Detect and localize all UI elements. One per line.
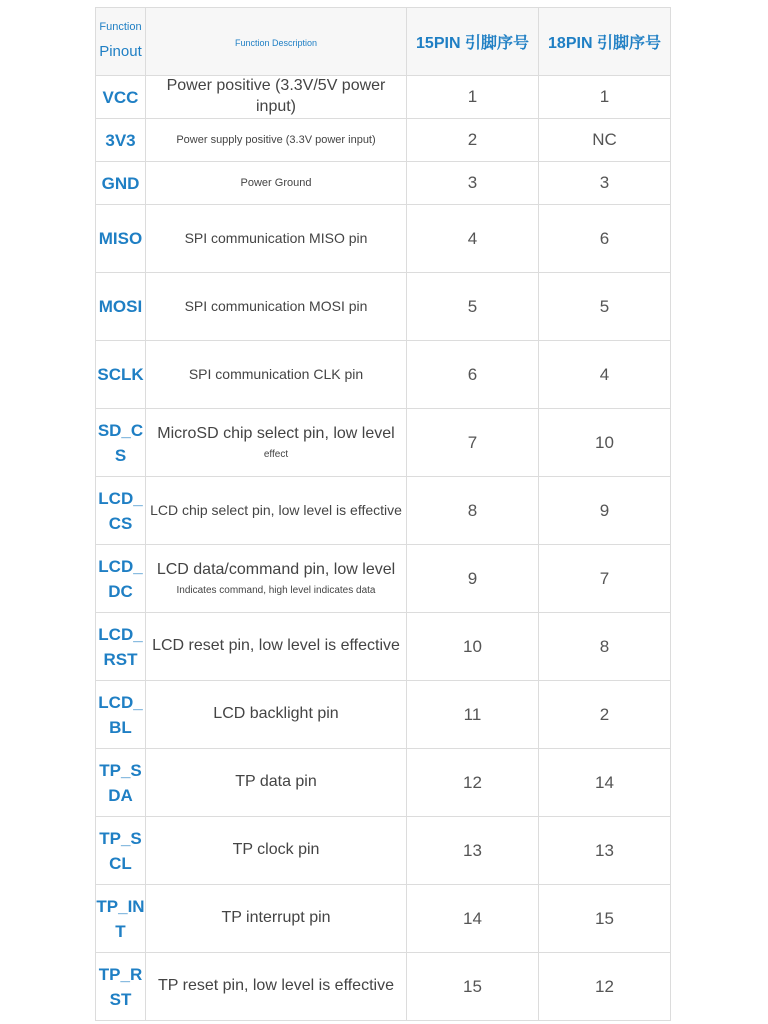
pin-name: SCLK bbox=[96, 341, 146, 409]
header-pinout-line1: Function bbox=[99, 20, 142, 33]
pin-number-18pin: 4 bbox=[539, 341, 671, 409]
pin-name: LCD_DC bbox=[96, 545, 146, 613]
pin-description-text: LCD data/command pin, low level bbox=[156, 560, 396, 578]
pin-description-text: LCD chip select pin, low level is effective bbox=[150, 502, 402, 519]
pin-description-text: TP interrupt pin bbox=[221, 909, 331, 927]
pin-number-18pin: NC bbox=[539, 119, 671, 162]
pin-number-15pin: 5 bbox=[407, 273, 539, 341]
table-row bbox=[96, 953, 671, 1021]
pin-name: TP_SDA bbox=[96, 749, 146, 817]
pin-name: LCD_RST bbox=[96, 613, 146, 681]
header-15pin-label: 15PIN 引脚序号 bbox=[416, 35, 529, 52]
pin-name: LCD_BL bbox=[96, 681, 146, 749]
pin-number-18pin: 6 bbox=[539, 205, 671, 273]
pin-name: TP_RST bbox=[96, 953, 146, 1021]
table-row bbox=[96, 341, 671, 409]
table-row bbox=[96, 409, 671, 477]
pin-description-subtext: Indicates command, high level indicates data bbox=[176, 585, 376, 597]
pin-number-18pin: 1 bbox=[539, 76, 671, 119]
pin-number-15pin: 13 bbox=[407, 817, 539, 885]
table-row bbox=[96, 477, 671, 545]
pin-description bbox=[146, 749, 407, 817]
pin-number-18pin: 8 bbox=[539, 613, 671, 681]
pin-number-18pin: 10 bbox=[539, 409, 671, 477]
pin-name: VCC bbox=[96, 76, 146, 119]
table-row bbox=[96, 681, 671, 749]
pin-description bbox=[146, 205, 407, 273]
pin-description bbox=[146, 162, 407, 205]
pin-description bbox=[146, 76, 407, 119]
pin-number-15pin: 10 bbox=[407, 613, 539, 681]
pin-name: 3V3 bbox=[96, 119, 146, 162]
table-row bbox=[96, 76, 671, 119]
pin-description bbox=[146, 885, 407, 953]
pin-number-15pin: 3 bbox=[407, 162, 539, 205]
pin-number-18pin: 14 bbox=[539, 749, 671, 817]
pin-description-text: LCD reset pin, low level is effective bbox=[152, 637, 400, 655]
pin-number-15pin: 2 bbox=[407, 119, 539, 162]
pin-description-text: TP data pin bbox=[235, 773, 317, 791]
pin-description bbox=[146, 817, 407, 885]
header-description-label: Function Description bbox=[234, 37, 318, 48]
pin-number-15pin: 15 bbox=[407, 953, 539, 1021]
pin-description-text: MicroSD chip select pin, low level bbox=[157, 424, 395, 442]
pin-description-text: LCD backlight pin bbox=[213, 705, 339, 723]
pin-name: GND bbox=[96, 162, 146, 205]
pin-name: TP_SCL bbox=[96, 817, 146, 885]
table-header-row bbox=[96, 8, 671, 76]
pin-number-15pin: 12 bbox=[407, 749, 539, 817]
table-row bbox=[96, 205, 671, 273]
header-18pin-label: 18PIN 引脚序号 bbox=[548, 35, 661, 52]
pin-number-18pin: 7 bbox=[539, 545, 671, 613]
pin-description-text: Power supply positive (3.3V power input) bbox=[176, 133, 376, 146]
pin-number-18pin: 15 bbox=[539, 885, 671, 953]
pin-name: MISO bbox=[96, 205, 146, 273]
pin-number-15pin: 8 bbox=[407, 477, 539, 545]
pin-number-15pin: 14 bbox=[407, 885, 539, 953]
table-row bbox=[96, 119, 671, 162]
pin-description bbox=[146, 613, 407, 681]
pin-number-18pin: 5 bbox=[539, 273, 671, 341]
pin-description bbox=[146, 477, 407, 545]
pin-description-text: SPI communication CLK pin bbox=[188, 366, 364, 383]
pin-description-text: SPI communication MOSI pin bbox=[184, 298, 368, 315]
table-row bbox=[96, 545, 671, 613]
pin-number-15pin: 9 bbox=[407, 545, 539, 613]
header-pinout-line2: Pinout bbox=[99, 42, 142, 60]
pin-number-18pin: 3 bbox=[539, 162, 671, 205]
pin-name: TP_INT bbox=[96, 885, 146, 953]
pin-name: MOSI bbox=[96, 273, 146, 341]
table-row bbox=[96, 273, 671, 341]
pinout-table bbox=[95, 7, 671, 1021]
header-15pin bbox=[407, 8, 539, 76]
pin-name: LCD_CS bbox=[96, 477, 146, 545]
pin-description-text: SPI communication MISO pin bbox=[184, 230, 368, 247]
pin-description bbox=[146, 341, 407, 409]
header-description bbox=[146, 8, 407, 76]
pin-description-text: TP reset pin, low level is effective bbox=[158, 977, 394, 995]
pin-description bbox=[146, 953, 407, 1021]
table-row bbox=[96, 885, 671, 953]
pin-description-text: TP clock pin bbox=[232, 841, 320, 859]
pin-description bbox=[146, 273, 407, 341]
pin-description bbox=[146, 119, 407, 162]
pin-number-18pin: 12 bbox=[539, 953, 671, 1021]
pin-number-15pin: 6 bbox=[407, 341, 539, 409]
pin-description-subtext: effect bbox=[263, 449, 289, 461]
table-row bbox=[96, 749, 671, 817]
table-row bbox=[96, 162, 671, 205]
header-18pin bbox=[539, 8, 671, 76]
pin-description-text: Power positive (3.3V/5V power input) bbox=[166, 77, 386, 115]
pin-number-15pin: 7 bbox=[407, 409, 539, 477]
table-row bbox=[96, 817, 671, 885]
pin-number-15pin: 4 bbox=[407, 205, 539, 273]
pin-description bbox=[146, 545, 407, 613]
pin-description bbox=[146, 681, 407, 749]
pin-number-18pin: 13 bbox=[539, 817, 671, 885]
table-row bbox=[96, 613, 671, 681]
pin-description bbox=[146, 409, 407, 477]
pin-number-18pin: 2 bbox=[539, 681, 671, 749]
pin-description-text: Power Ground bbox=[240, 176, 312, 189]
pin-name: SD_CS bbox=[96, 409, 146, 477]
pin-number-15pin: 1 bbox=[407, 76, 539, 119]
pin-number-15pin: 11 bbox=[407, 681, 539, 749]
header-pinout bbox=[96, 8, 146, 76]
pin-number-18pin: 9 bbox=[539, 477, 671, 545]
